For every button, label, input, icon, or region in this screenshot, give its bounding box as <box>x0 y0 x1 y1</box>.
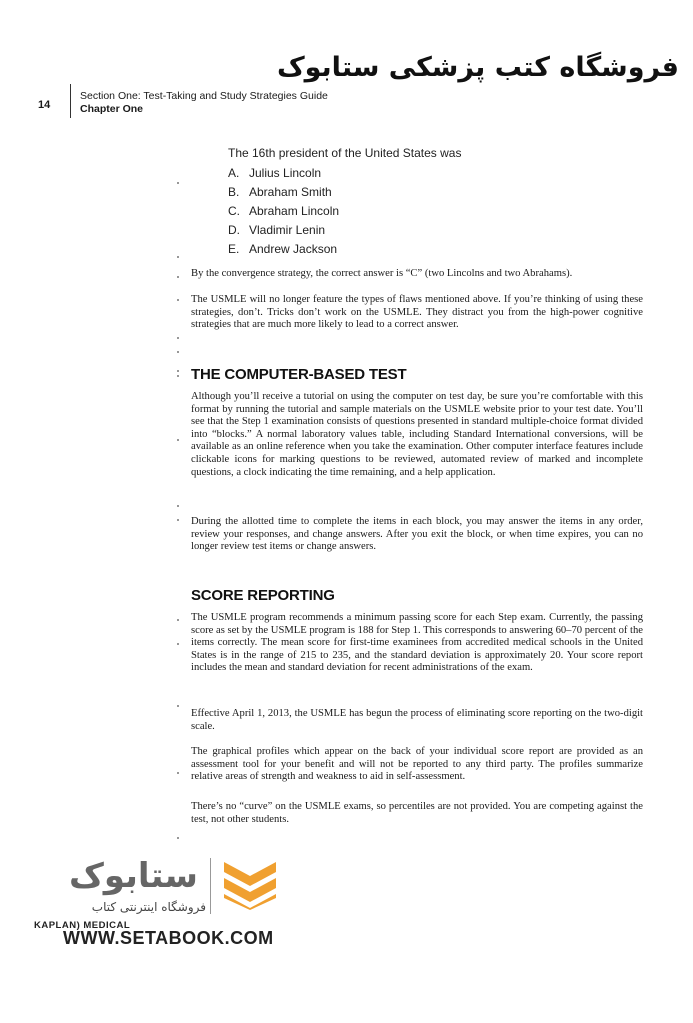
section-title: Section One: Test-Taking and Study Strategies Guide <box>80 90 328 102</box>
option-letter: C. <box>228 204 240 218</box>
paragraph-score-4: There’s no “curve” on the USMLE exams, so percentiles are not provided. You are competing against the test, not other students. <box>191 801 643 825</box>
store-banner-title: فروشگاه کتب پزشکی ستابوک <box>276 52 679 83</box>
option-e <box>228 242 461 261</box>
kaplan-medical-logo: KAPLAN) MEDICAL <box>34 920 131 931</box>
question-stem: The 16th president of the United States was <box>228 146 462 160</box>
margin-mark <box>177 505 179 507</box>
option-text: Andrew Jackson <box>249 242 338 256</box>
margin-mark <box>177 337 179 339</box>
paragraph-score-1: The USMLE program recommends a minimum passing score for each Step exam. Currently, the passing score as set by the USMLE program is 188 for Step 1. This corresponds to answering 60–70 percent of the items correctly. The mean score for first-time examinees from accredited medical schools in the United States is in the range of 215 to 235, and the standard deviation is approximately 20. Your score report includes the mean and standard deviation for recent administrations of the exam. <box>191 612 643 674</box>
logo-divider <box>210 858 211 914</box>
margin-mark <box>177 619 179 621</box>
paragraph-score-3: The graphical profiles which appear on the back of your individual score report are provided as an assessment tool for your benefit and will not be reported to any third party. The profiles summarize relative areas of strength and weakness to aid in self-assessment. <box>191 746 643 783</box>
margin-mark <box>177 439 179 441</box>
page-number: 14 <box>38 99 51 111</box>
margin-mark <box>177 276 179 278</box>
option-text: Julius Lincoln <box>249 166 322 180</box>
option-b <box>228 185 461 204</box>
margin-mark <box>177 519 179 521</box>
option-letter: D. <box>228 223 240 237</box>
paragraph-cbt-1: Although you’ll receive a tutorial on using the computer on test day, be sure you’re comfortable with this format by running the tutorial and sample materials on the USMLE website prior to your test date. You’ll see that the Step 1 examination consists of questions presented in standard multiple-choice format divided into “blocks.” A normal laboratory values table, including Standard International conversions, will be available as an online reference when you take the examination. Other computer interface features include clickable icons for marking questions to be reviewed, automated review of marked and incomplete questions, a clock indicating the time remaining, and a help application. <box>191 391 643 478</box>
margin-mark <box>177 837 179 839</box>
margin-mark <box>177 643 179 645</box>
margin-mark <box>177 182 179 184</box>
running-header <box>80 90 328 116</box>
paragraph-no-flaws: The USMLE will no longer feature the types of flaws mentioned above. If you’re thinking of using these strategies, don’t. Tricks don’t work on the USMLE. They distract you from the high-power cognitive strategies that are much more likely to lead to a correct answer. <box>191 294 643 331</box>
website-link[interactable]: WWW.SETABOOK.COM <box>63 928 274 948</box>
option-a <box>228 166 461 185</box>
option-c <box>228 204 461 223</box>
margin-mark <box>177 370 179 372</box>
paragraph-score-2: Effective April 1, 2013, the USMLE has begun the process of eliminating score reporting on the two-digit scale. <box>191 708 643 732</box>
option-text: Abraham Lincoln <box>249 204 340 218</box>
margin-mark <box>177 772 179 774</box>
option-text: Vladimir Lenin <box>249 223 326 237</box>
sample-question <box>228 146 461 261</box>
option-letter: A. <box>228 166 240 180</box>
logo-subtitle: فروشگاه اینترنتی کتاب <box>91 900 206 914</box>
option-letter: B. <box>228 185 240 199</box>
margin-mark <box>177 375 179 377</box>
margin-mark <box>177 299 179 301</box>
heading-computer-based-test: THE COMPUTER-BASED TEST <box>191 366 407 383</box>
header-divider <box>70 84 71 118</box>
option-letter: E. <box>228 242 240 256</box>
paragraph-cbt-2: During the allotted time to complete the items in each block, you may answer the items in any order, review your responses, and change answers. After you exit the block, or when time expires, you can no longer review test items or change answers. <box>191 516 643 553</box>
paragraph-convergence: By the convergence strategy, the correct answer is “C” (two Lincolns and two Abrahams). <box>191 268 573 279</box>
logo-mark-text: ستابوک <box>69 856 198 896</box>
chevron-logo-icon <box>220 858 280 910</box>
heading-score-reporting: SCORE REPORTING <box>191 587 335 604</box>
margin-mark <box>177 256 179 258</box>
margin-mark <box>177 351 179 353</box>
option-text: Abraham Smith <box>249 185 332 199</box>
option-d <box>228 223 461 242</box>
chapter-title: Chapter One <box>80 103 144 115</box>
margin-mark <box>177 705 179 707</box>
